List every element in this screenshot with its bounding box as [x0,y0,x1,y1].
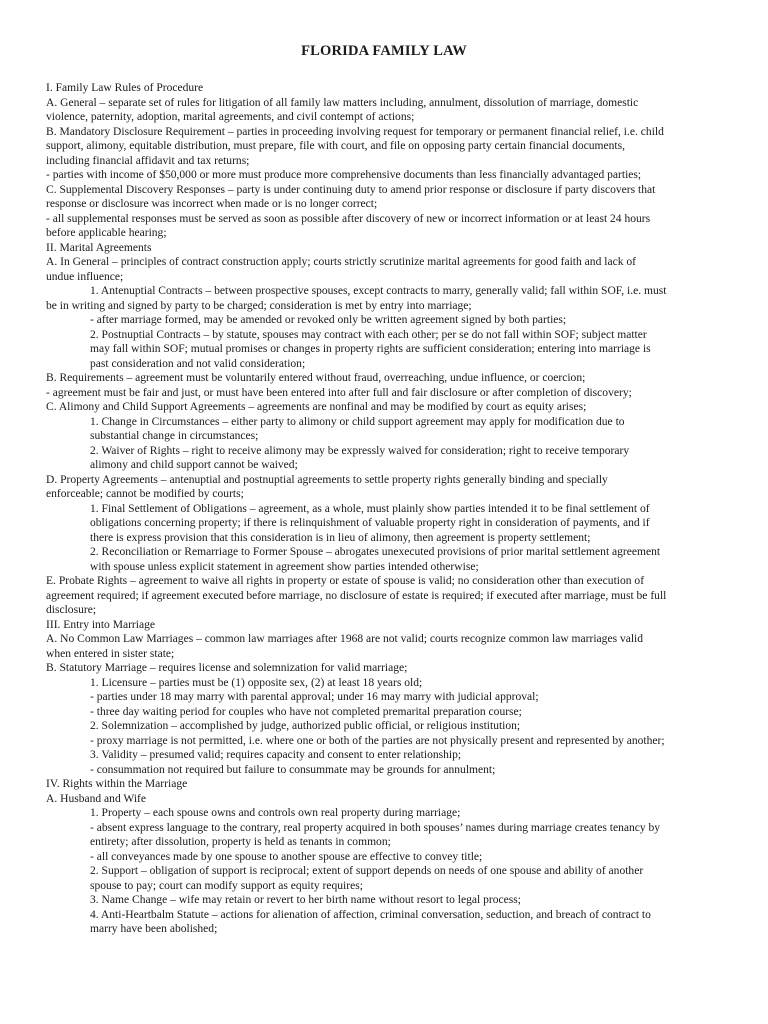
text-line: before applicable hearing; [46,227,167,239]
text-line: - all conveyances made by one spouse to another spouse are effective to convey title; [90,850,483,863]
text-line: agreement required; if agreement executed before marriage, no disclosure of estate is required; if executed after marriage, must be full [46,589,667,602]
text-line: 2. Waiver of Rights – right to receive alimony may be expressly waived for consideration; right to receive temporary [90,444,630,457]
text-line: B. Requirements – agreement must be voluntarily entered without fraud, overreaching, undue influence, or coercion; [46,372,586,384]
text-line: II. Marital Agreements [46,241,152,254]
text-line: - parties with income of $50,000 or more must produce more comprehensive documents than less financially advantaged parties; [46,169,642,181]
text-line: 1. Licensure – parties must be (1) opposite sex, (2) at least 18 years old; [90,676,423,689]
text-line: may fall within SOF; mutual promises or changes in property rights are sufficient consideration; entering into marriage is [90,343,651,355]
text-line: - three day waiting period for couples who have not completed premarital preparation course; [90,705,522,718]
text-line: - after marriage formed, may be amended or revoked only be written agreement signed by both parties; [90,314,567,326]
text-line: I. Family Law Rules of Procedure [46,82,204,94]
text-line: B. Mandatory Disclosure Requirement – parties in proceeding involving request for temporary or permanent financial relief, i.e. child [46,125,664,138]
text-line: including financial affidavit and tax returns; [46,154,250,167]
text-line: enforceable; cannot be modified by courts; [46,488,244,500]
text-line: 2. Support – obligation of support is reciprocal; extent of support depends on needs of one spouse and ability of another [90,865,644,877]
text-line: C. Alimony and Child Support Agreements – agreements are nonfinal and may be modified by court as equity arises; [46,401,587,413]
text-line: 2. Postnuptial Contracts – by statute, spouses may contract with each other; per se do not fall within SOF; subject matter [90,328,647,341]
text-line: 2. Solemnization – accomplished by judge, authorized public official, or religious institution; [90,720,521,732]
text-line: - parties under 18 may marry with parental approval; under 16 may marry with judicial approval; [90,691,539,703]
document-title: FLORIDA FAMILY LAW [301,43,467,59]
text-line: - consummation not required but failure to consummate may be grounds for annulment; [90,763,496,776]
text-line: past consideration and not valid consideration; [90,357,306,370]
text-line: 3. Name Change – wife may retain or revert to her birth name without resort to legal process; [90,894,521,906]
text-line: 1. Change in Circumstances – either party to alimony or child support agreement may apply for modification due to [90,415,625,428]
text-line: - agreement must be fair and just, or must have been entered into after full and fair disclosure or after completion of discovery; [46,386,632,399]
text-line: - proxy marriage is not permitted, i.e. where one or both of the parties are not physically present and represented by another; [90,734,665,747]
text-line: alimony and child support cannot be waived; [90,459,298,471]
text-line: A. No Common Law Marriages – common law marriages after 1968 are not valid; courts recognize common law marriages valid [46,633,644,645]
text-line: support, alimony, equitable distribution, must prepare, file with court, and file on opposing party certain financial documents, [46,140,626,152]
text-line: B. Statutory Marriage – requires license and solemnization for valid marriage; [46,662,408,674]
document-body [46,81,722,937]
text-line: 1. Property – each spouse owns and controls own real property during marriage; [90,807,461,819]
text-line: D. Property Agreements – antenuptial and postnuptial agreements to settle property rights generally binding and specially [46,473,608,486]
text-line: disclosure; [46,604,97,616]
text-line: spouse to pay; court can modify support as equity requires; [90,879,363,892]
text-line: undue influence; [46,270,124,283]
text-line: 2. Reconciliation or Remarriage to Former Spouse – abrogates unexecuted provisions of prior marital settlement agreement [90,546,661,558]
text-line: IV. Rights within the Marriage [46,778,188,790]
text-line: response or disclosure was incorrect when made or is no longer correct; [46,198,378,210]
text-line: III. Entry into Marriage [46,618,156,631]
text-line: 1. Final Settlement of Obligations – agreement, as a whole, must plainly show parties intended it to be final settlement of [90,502,650,515]
text-line: C. Supplemental Discovery Responses – party is under continuing duty to amend prior response or disclosure if party discovers that [46,183,656,196]
text-line: - all supplemental responses must be served as soon as possible after discovery of new or incorrect information or at least 24 hours [46,212,651,225]
text-line: - absent express language to the contrary, real property acquired in both spouses’ names during marriage creates tenancy by [90,821,661,834]
text-line: 4. Anti-Heartbalm Statute – actions for alienation of affection, criminal conversation, seduction, and breach of contract to [90,908,651,921]
text-line: obligations concerning property; if there is relinquishment of valuable property right in consideration of payments, and if [90,517,650,529]
text-line: A. In General – principles of contract construction apply; courts strictly scrutinize marital agreements for good faith and lack of [46,256,636,268]
text-line: substantial change in circumstances; [90,430,259,442]
text-line: violence, paternity, adoption, marital agreements, and civil contempt of actions; [46,111,415,123]
text-line: 3. Validity – presumed valid; requires capacity and consent to enter relationship; [90,749,462,761]
text-line: there is express provision that this consideration is in lieu of alimony, then agreement is property settlement; [90,531,591,544]
text-line: 1. Antenuptial Contracts – between prospective spouses, except contracts to marry, generally valid; fall within SOF, i.e. must [90,285,667,297]
text-line: A. Husband and Wife [46,792,147,805]
text-line: with spouse unless explicit statement in agreement show parties intended otherwise; [90,560,479,573]
text-line: marry have been abolished; [90,923,218,935]
text-line: be in writing and signed by party to be charged; consideration is met by entry into marriage; [46,299,472,312]
text-line: entirety; after dissolution, property is held as tenants in common; [90,836,391,848]
text-line: A. General – separate set of rules for litigation of all family law matters including, annulment, dissolution of marriage, domestic [46,96,639,109]
text-line: when entered in sister state; [46,647,175,660]
text-line: E. Probate Rights – agreement to waive all rights in property or estate of spouse is valid; no consideration other than execution of [46,575,645,587]
